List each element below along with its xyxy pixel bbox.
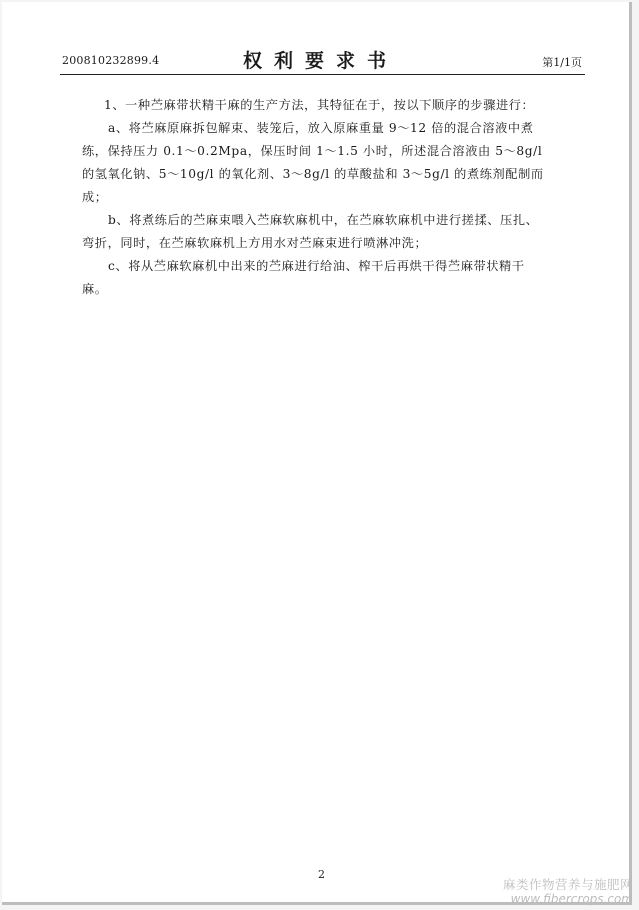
claim-line: 弯折，同时，在苎麻软麻机上方用水对苎麻束进行喷淋冲洗； — [82, 236, 428, 250]
watermark-cn: 麻类作物营养与施肥网 — [502, 877, 633, 892]
header-divider — [60, 74, 585, 75]
claim-line: 的氢氧化钠、5～10g/l 的氧化剂、3～8g/l 的草酸盐和 3～5g/l 的煮练剂配制而 — [82, 167, 544, 181]
claim-line: 1、一种苎麻带状精干麻的生产方法，其特征在于，按以下顺序的步骤进行： — [104, 98, 535, 112]
page-title: 权利要求书 — [243, 50, 399, 72]
claim-body — [82, 94, 552, 301]
document-page — [2, 2, 632, 905]
claim-line: 成； — [82, 190, 108, 204]
application-number: 200810232899.4 — [62, 54, 160, 67]
page-indicator: 第1/1页 — [542, 56, 582, 69]
claim-line: b、将煮练后的苎麻束喂入苎麻软麻机中，在苎麻软麻机中进行搓揉、压扎、 — [108, 213, 539, 227]
claim-line: c、将从苎麻软麻机中出来的苎麻进行给油、榨干后再烘干得苎麻带状精干 — [108, 259, 525, 273]
page-number: 2 — [318, 868, 325, 881]
claim-line: 麻。 — [82, 282, 108, 296]
claim-line: 练，保持压力 0.1～0.2Mpa，保压时间 1～1.5 小时，所述混合溶液由 5～8g/l — [82, 144, 543, 158]
claim-line: a、将苎麻原麻拆包解束、装笼后，放入原麻重量 9～12 倍的混合溶液中煮 — [108, 121, 534, 135]
watermark — [503, 878, 633, 906]
watermark-url: www.fibercrops.com — [510, 892, 633, 906]
